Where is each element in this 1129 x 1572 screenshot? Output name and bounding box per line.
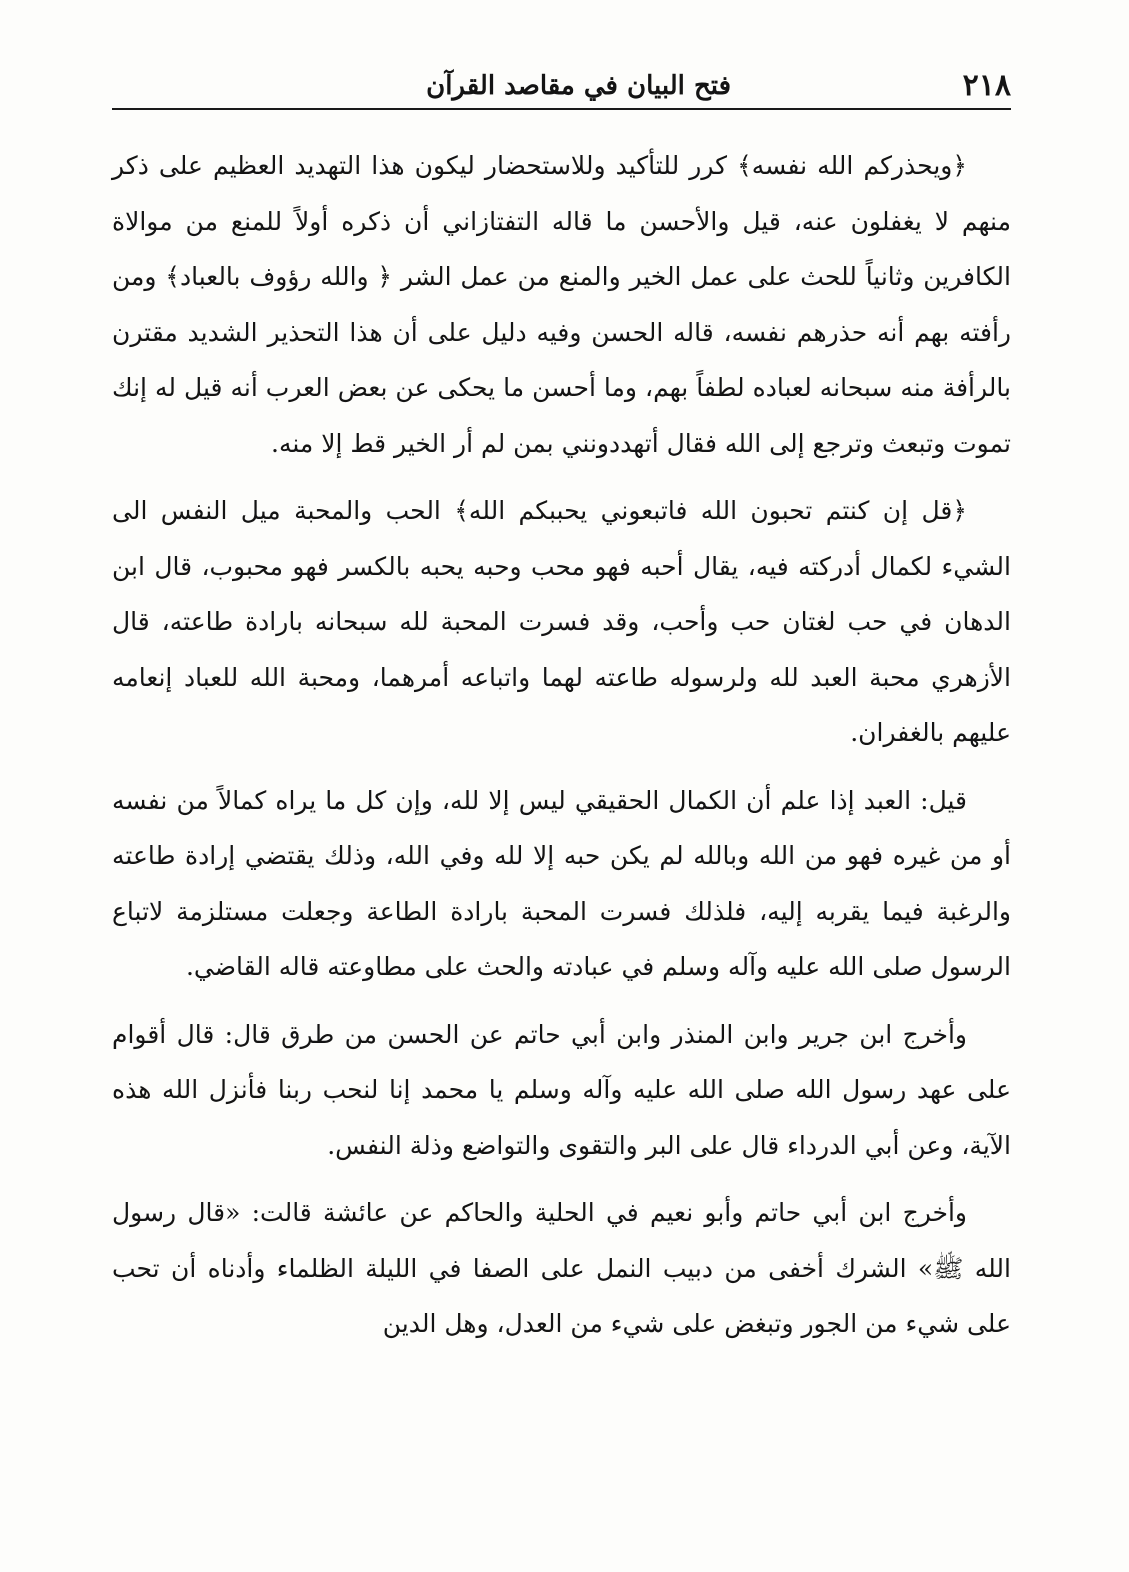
paragraph: ﴿قل إن كنتم تحبون الله فاتبعوني يحببكم الله﴾ الحب والمحبة ميل النفس الى الشيء لكمال أدركته فيه، يقال أحبه فهو محب وحبه يحبه بالكسر فهو محبوب، قال ابن الدهان في حب لغتان حب وأحب، وقد فسرت المحبة لله سبحانه بارادة طاعته، قال الأزهري محبة العبد لله ولرسوله طاعته لهما واتباعه أمرهما، ومحبة الله للعباد إنعامه عليهم بالغفران. <box>112 496 1011 747</box>
page-header <box>112 58 1011 106</box>
paragraph: قيل: العبد إذا علم أن الكمال الحقيقي ليس إلا لله، وإن كل ما يراه كمالاً من نفسه أو من غيره فهو من الله وبالله لم يكن حبه إلا لله وفي الله، وذلك يقتضي إرادة طاعته والرغبة فيما يقربه إليه، فلذلك فسرت المحبة بارادة الطاعة وجعلت مستلزمة لاتباع الرسول صلى الله عليه وآله وسلم في عبادته والحث على مطاوعته قاله القاضي. <box>112 785 1011 981</box>
paragraph: ﴿ويحذركم الله نفسه﴾ كرر للتأكيد وللاستحضار ليكون هذا التهديد العظيم على ذكر منهم لا يغفلون عنه، قيل والأحسن ما قاله التفتازاني أن ذكره أولاً للمنع من موالاة الكافرين وثانياً للحث على عمل الخير والمنع من عمل الشر ﴿ والله رؤوف بالعباد﴾ ومن رأفته بهم أنه حذرهم نفسه، قاله الحسن وفيه دليل على أن هذا التحذير الشديد مقترن بالرأفة منه سبحانه لعباده لطفاً بهم، وما أحسن ما يحكى عن بعض العرب أنه قيل له إنك تموت وتبعث وترجع إلى الله فقال أتهددونني بمن لم أر الخير قط إلا منه. <box>112 151 1011 458</box>
page-number: ٢١٨ <box>962 68 1011 103</box>
running-title: فتح البيان في مقاصد القرآن <box>426 71 731 101</box>
body-text <box>112 138 1011 1352</box>
paragraph: وأخرج ابن جرير وابن المنذر وابن أبي حاتم عن الحسن من طرق قال: قال أقوام على عهد رسول الله صلى الله عليه وآله وسلم يا محمد إنا لنحب ربنا فأنزل الله هذه الآية، وعن أبي الدرداء قال على البر والتقوى والتواضع وذلة النفس. <box>112 1019 1011 1160</box>
header-divider <box>112 108 1011 110</box>
paragraph: وأخرج ابن أبي حاتم وأبو نعيم في الحلية والحاكم عن عائشة قالت: «قال رسول الله ﷺ» الشرك أخفى من دبيب النمل على الصفا في الليلة الظلماء وأدناه أن تحب على شيء من الجور وتبغض على شيء من العدل، وهل الدين <box>112 1198 1011 1338</box>
